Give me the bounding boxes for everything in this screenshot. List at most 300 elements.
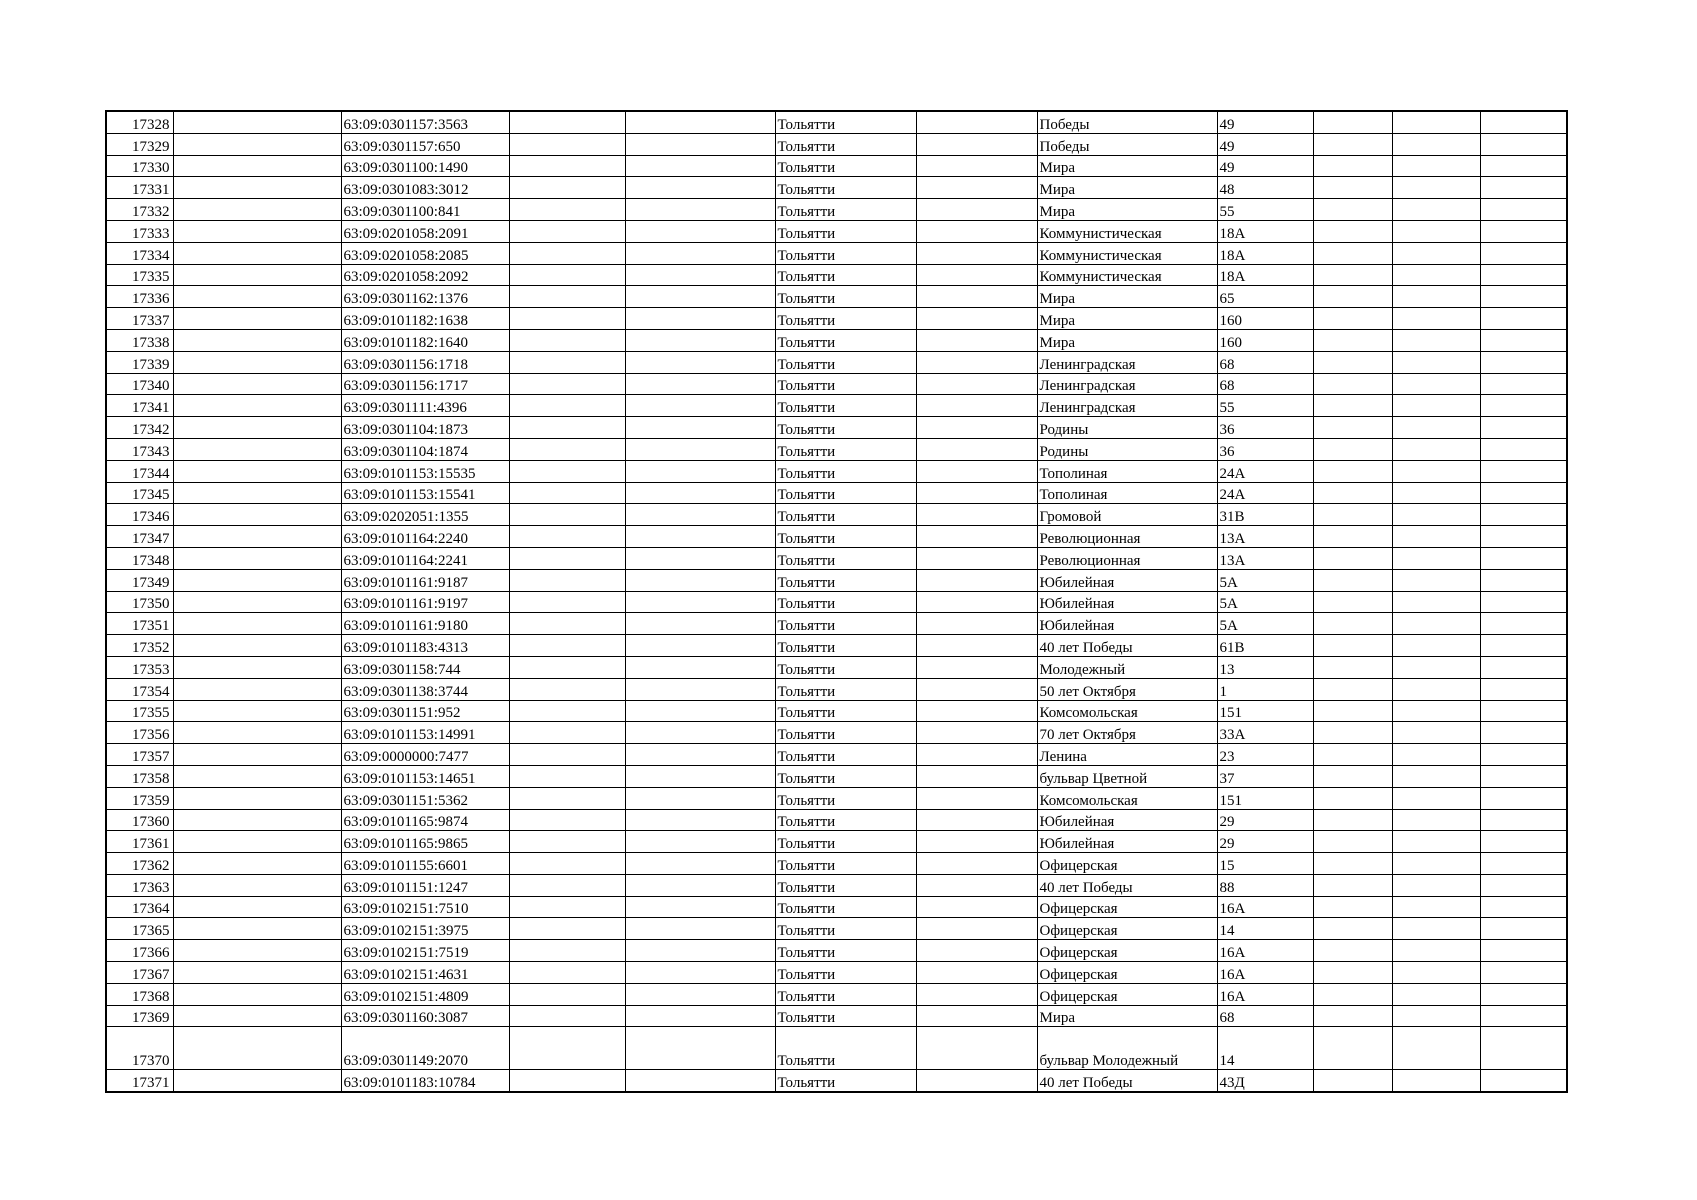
house-number-cell: 160 <box>1217 329 1313 351</box>
table-row <box>106 1027 1567 1070</box>
cadastral-number-cell: 63:09:0102151:4809 <box>341 983 509 1005</box>
empty-cell <box>1480 460 1567 482</box>
city-cell: Тольятти <box>775 177 916 199</box>
house-number-cell: 16А <box>1217 983 1313 1005</box>
empty-cell <box>625 133 775 155</box>
house-number-cell: 18А <box>1217 220 1313 242</box>
empty-cell <box>625 417 775 439</box>
table-row <box>106 111 1567 133</box>
house-number-cell: 88 <box>1217 874 1313 896</box>
empty-cell <box>1480 722 1567 744</box>
cadastral-number-cell: 63:09:0101182:1640 <box>341 329 509 351</box>
record-number-cell: 17362 <box>106 853 173 875</box>
empty-cell <box>625 896 775 918</box>
empty-cell <box>173 111 341 133</box>
house-number-cell: 55 <box>1217 395 1313 417</box>
table-row <box>106 722 1567 744</box>
empty-cell <box>916 438 1037 460</box>
empty-cell <box>1313 1070 1392 1092</box>
cadastral-number-cell: 63:09:0101182:1638 <box>341 308 509 330</box>
empty-cell <box>509 918 625 940</box>
empty-cell <box>1313 438 1392 460</box>
cadastral-number-cell: 63:09:0102151:7519 <box>341 940 509 962</box>
street-cell: Мира <box>1037 177 1217 199</box>
empty-cell <box>625 199 775 221</box>
cadastral-number-cell: 63:09:0201058:2091 <box>341 220 509 242</box>
empty-cell <box>1313 874 1392 896</box>
cadastral-number-cell: 63:09:0102151:7510 <box>341 896 509 918</box>
empty-cell <box>1313 831 1392 853</box>
empty-cell <box>173 504 341 526</box>
empty-cell <box>173 438 341 460</box>
empty-cell <box>625 351 775 373</box>
empty-cell <box>916 700 1037 722</box>
empty-cell <box>625 678 775 700</box>
cadastral-number-cell: 63:09:0102151:3975 <box>341 918 509 940</box>
record-number-cell: 17334 <box>106 242 173 264</box>
city-cell: Тольятти <box>775 504 916 526</box>
empty-cell <box>1480 853 1567 875</box>
house-number-cell: 16А <box>1217 940 1313 962</box>
empty-cell <box>1392 220 1480 242</box>
empty-cell <box>1480 744 1567 766</box>
empty-cell <box>916 765 1037 787</box>
empty-cell <box>1313 918 1392 940</box>
street-cell: Офицерская <box>1037 918 1217 940</box>
city-cell: Тольятти <box>775 351 916 373</box>
table-row <box>106 678 1567 700</box>
empty-cell <box>916 286 1037 308</box>
empty-cell <box>625 613 775 635</box>
empty-cell <box>1313 133 1392 155</box>
empty-cell <box>1480 940 1567 962</box>
record-number-cell: 17340 <box>106 373 173 395</box>
table-row <box>106 765 1567 787</box>
city-cell: Тольятти <box>775 809 916 831</box>
record-number-cell: 17351 <box>106 613 173 635</box>
empty-cell <box>1480 438 1567 460</box>
table-row <box>106 482 1567 504</box>
empty-cell <box>1313 809 1392 831</box>
house-number-cell: 49 <box>1217 155 1313 177</box>
empty-cell <box>509 700 625 722</box>
street-cell: 40 лет Победы <box>1037 874 1217 896</box>
empty-cell <box>625 635 775 657</box>
empty-cell <box>173 983 341 1005</box>
table-row <box>106 351 1567 373</box>
cadastral-number-cell: 63:09:0201058:2085 <box>341 242 509 264</box>
empty-cell <box>509 613 625 635</box>
empty-cell <box>509 656 625 678</box>
empty-cell <box>1480 678 1567 700</box>
record-number-cell: 17336 <box>106 286 173 308</box>
empty-cell <box>509 286 625 308</box>
empty-cell <box>1480 526 1567 548</box>
empty-cell <box>916 983 1037 1005</box>
empty-cell <box>509 199 625 221</box>
empty-cell <box>509 831 625 853</box>
empty-cell <box>1392 853 1480 875</box>
table-row <box>106 417 1567 439</box>
empty-cell <box>173 264 341 286</box>
empty-cell <box>1313 264 1392 286</box>
cadastral-number-cell: 63:09:0301151:952 <box>341 700 509 722</box>
empty-cell <box>916 656 1037 678</box>
city-cell: Тольятти <box>775 111 916 133</box>
empty-cell <box>1480 329 1567 351</box>
empty-cell <box>1392 438 1480 460</box>
empty-cell <box>1313 460 1392 482</box>
empty-cell <box>1392 1070 1480 1092</box>
empty-cell <box>173 591 341 613</box>
table-row <box>106 133 1567 155</box>
empty-cell <box>625 547 775 569</box>
empty-cell <box>509 438 625 460</box>
cadastral-number-cell: 63:09:0102151:4631 <box>341 962 509 984</box>
empty-cell <box>625 504 775 526</box>
empty-cell <box>625 700 775 722</box>
empty-cell <box>509 787 625 809</box>
empty-cell <box>1313 526 1392 548</box>
house-number-cell: 65 <box>1217 286 1313 308</box>
empty-cell <box>509 765 625 787</box>
street-cell: 40 лет Победы <box>1037 635 1217 657</box>
city-cell: Тольятти <box>775 591 916 613</box>
empty-cell <box>1313 1005 1392 1027</box>
empty-cell <box>625 656 775 678</box>
house-number-cell: 68 <box>1217 351 1313 373</box>
empty-cell <box>625 395 775 417</box>
empty-cell <box>916 831 1037 853</box>
empty-cell <box>916 635 1037 657</box>
empty-cell <box>625 765 775 787</box>
empty-cell <box>916 242 1037 264</box>
empty-cell <box>509 482 625 504</box>
house-number-cell: 43Д <box>1217 1070 1313 1092</box>
empty-cell <box>1313 242 1392 264</box>
record-number-cell: 17353 <box>106 656 173 678</box>
empty-cell <box>916 744 1037 766</box>
house-number-cell: 61В <box>1217 635 1313 657</box>
empty-cell <box>1392 111 1480 133</box>
street-cell: 50 лет Октября <box>1037 678 1217 700</box>
record-number-cell: 17343 <box>106 438 173 460</box>
empty-cell <box>1392 918 1480 940</box>
empty-cell <box>173 199 341 221</box>
empty-cell <box>1392 242 1480 264</box>
table-row <box>106 526 1567 548</box>
empty-cell <box>625 744 775 766</box>
empty-cell <box>916 962 1037 984</box>
empty-cell <box>625 809 775 831</box>
empty-cell <box>625 264 775 286</box>
empty-cell <box>1480 962 1567 984</box>
city-cell: Тольятти <box>775 700 916 722</box>
street-cell: Революционная <box>1037 526 1217 548</box>
empty-cell <box>625 438 775 460</box>
empty-cell <box>625 918 775 940</box>
empty-cell <box>509 460 625 482</box>
empty-cell <box>916 526 1037 548</box>
empty-cell <box>509 1027 625 1070</box>
empty-cell <box>173 700 341 722</box>
empty-cell <box>916 220 1037 242</box>
empty-cell <box>173 678 341 700</box>
empty-cell <box>625 177 775 199</box>
empty-cell <box>1313 569 1392 591</box>
empty-cell <box>916 547 1037 569</box>
empty-cell <box>173 613 341 635</box>
empty-cell <box>625 569 775 591</box>
table-row <box>106 853 1567 875</box>
city-cell: Тольятти <box>775 220 916 242</box>
empty-cell <box>1392 373 1480 395</box>
record-number-cell: 17356 <box>106 722 173 744</box>
table-body <box>106 111 1567 1092</box>
empty-cell <box>1313 504 1392 526</box>
table-row <box>106 329 1567 351</box>
empty-cell <box>509 983 625 1005</box>
empty-cell <box>1480 373 1567 395</box>
city-cell: Тольятти <box>775 940 916 962</box>
street-cell: Офицерская <box>1037 983 1217 1005</box>
cadastral-number-cell: 63:09:0301104:1874 <box>341 438 509 460</box>
empty-cell <box>1392 874 1480 896</box>
empty-cell <box>1392 787 1480 809</box>
empty-cell <box>509 722 625 744</box>
record-number-cell: 17348 <box>106 547 173 569</box>
record-number-cell: 17332 <box>106 199 173 221</box>
empty-cell <box>509 569 625 591</box>
cadastral-number-cell: 63:09:0301104:1873 <box>341 417 509 439</box>
empty-cell <box>1392 700 1480 722</box>
table-row <box>106 264 1567 286</box>
house-number-cell: 151 <box>1217 700 1313 722</box>
house-number-cell: 37 <box>1217 765 1313 787</box>
house-number-cell: 160 <box>1217 308 1313 330</box>
empty-cell <box>1392 983 1480 1005</box>
empty-cell <box>1392 155 1480 177</box>
empty-cell <box>1313 983 1392 1005</box>
house-number-cell: 23 <box>1217 744 1313 766</box>
empty-cell <box>173 1027 341 1070</box>
record-number-cell: 17335 <box>106 264 173 286</box>
empty-cell <box>173 308 341 330</box>
empty-cell <box>625 874 775 896</box>
empty-cell <box>509 373 625 395</box>
empty-cell <box>1480 133 1567 155</box>
empty-cell <box>509 155 625 177</box>
table-row <box>106 613 1567 635</box>
city-cell: Тольятти <box>775 787 916 809</box>
empty-cell <box>625 591 775 613</box>
record-number-cell: 17331 <box>106 177 173 199</box>
house-number-cell: 5А <box>1217 591 1313 613</box>
empty-cell <box>1392 1005 1480 1027</box>
empty-cell <box>173 962 341 984</box>
empty-cell <box>173 765 341 787</box>
street-cell: 70 лет Октября <box>1037 722 1217 744</box>
table-row <box>106 547 1567 569</box>
street-cell: Мира <box>1037 155 1217 177</box>
empty-cell <box>173 656 341 678</box>
street-cell: бульвар Молодежный <box>1037 1027 1217 1070</box>
empty-cell <box>1392 460 1480 482</box>
city-cell: Тольятти <box>775 918 916 940</box>
cadastral-number-cell: 63:09:0301158:744 <box>341 656 509 678</box>
table-row <box>106 635 1567 657</box>
record-number-cell: 17345 <box>106 482 173 504</box>
empty-cell <box>509 591 625 613</box>
empty-cell <box>509 526 625 548</box>
city-cell: Тольятти <box>775 395 916 417</box>
house-number-cell: 16А <box>1217 896 1313 918</box>
house-number-cell: 18А <box>1217 264 1313 286</box>
empty-cell <box>916 853 1037 875</box>
empty-cell <box>916 373 1037 395</box>
empty-cell <box>916 482 1037 504</box>
empty-cell <box>1313 744 1392 766</box>
city-cell: Тольятти <box>775 329 916 351</box>
empty-cell <box>1480 831 1567 853</box>
empty-cell <box>916 329 1037 351</box>
empty-cell <box>1480 569 1567 591</box>
street-cell: Победы <box>1037 111 1217 133</box>
street-cell: Ленина <box>1037 744 1217 766</box>
record-number-cell: 17346 <box>106 504 173 526</box>
empty-cell <box>1392 678 1480 700</box>
empty-cell <box>916 199 1037 221</box>
empty-cell <box>1480 482 1567 504</box>
empty-cell <box>1392 395 1480 417</box>
empty-cell <box>916 1070 1037 1092</box>
street-cell: Офицерская <box>1037 853 1217 875</box>
cadastral-number-cell: 63:09:0301156:1717 <box>341 373 509 395</box>
empty-cell <box>509 853 625 875</box>
empty-cell <box>1480 635 1567 657</box>
house-number-cell: 24А <box>1217 482 1313 504</box>
city-cell: Тольятти <box>775 765 916 787</box>
cadastral-number-cell: 63:09:0202051:1355 <box>341 504 509 526</box>
house-number-cell: 13А <box>1217 547 1313 569</box>
street-cell: Коммунистическая <box>1037 264 1217 286</box>
empty-cell <box>1313 220 1392 242</box>
record-number-cell: 17344 <box>106 460 173 482</box>
record-number-cell: 17341 <box>106 395 173 417</box>
empty-cell <box>1313 635 1392 657</box>
cadastral-number-cell: 63:09:0101165:9865 <box>341 831 509 853</box>
street-cell: Юбилейная <box>1037 831 1217 853</box>
empty-cell <box>1392 547 1480 569</box>
cadastral-number-cell: 63:09:0101153:14651 <box>341 765 509 787</box>
house-number-cell: 13А <box>1217 526 1313 548</box>
table-row <box>106 1070 1567 1092</box>
empty-cell <box>1313 656 1392 678</box>
record-number-cell: 17368 <box>106 983 173 1005</box>
empty-cell <box>1392 504 1480 526</box>
house-number-cell: 48 <box>1217 177 1313 199</box>
street-cell: 40 лет Победы <box>1037 1070 1217 1092</box>
empty-cell <box>1392 286 1480 308</box>
empty-cell <box>1313 111 1392 133</box>
empty-cell <box>625 482 775 504</box>
house-number-cell: 24А <box>1217 460 1313 482</box>
table-row <box>106 787 1567 809</box>
record-number-cell: 17364 <box>106 896 173 918</box>
empty-cell <box>625 155 775 177</box>
empty-cell <box>625 308 775 330</box>
empty-cell <box>509 351 625 373</box>
empty-cell <box>625 286 775 308</box>
record-number-cell: 17360 <box>106 809 173 831</box>
cadastral-number-cell: 63:09:0101183:10784 <box>341 1070 509 1092</box>
table-row <box>106 896 1567 918</box>
table-row <box>106 438 1567 460</box>
table-row <box>106 220 1567 242</box>
empty-cell <box>509 417 625 439</box>
empty-cell <box>1392 264 1480 286</box>
street-cell: Победы <box>1037 133 1217 155</box>
empty-cell <box>1313 962 1392 984</box>
city-cell: Тольятти <box>775 547 916 569</box>
empty-cell <box>1313 722 1392 744</box>
street-cell: Ленинградская <box>1037 395 1217 417</box>
empty-cell <box>1392 526 1480 548</box>
record-number-cell: 17354 <box>106 678 173 700</box>
house-number-cell: 49 <box>1217 111 1313 133</box>
empty-cell <box>625 831 775 853</box>
street-cell: Молодежный <box>1037 656 1217 678</box>
street-cell: Офицерская <box>1037 896 1217 918</box>
house-number-cell: 15 <box>1217 853 1313 875</box>
table-row <box>106 308 1567 330</box>
empty-cell <box>173 460 341 482</box>
house-number-cell: 5А <box>1217 569 1313 591</box>
empty-cell <box>1313 940 1392 962</box>
empty-cell <box>1392 896 1480 918</box>
city-cell: Тольятти <box>775 308 916 330</box>
empty-cell <box>1480 395 1567 417</box>
empty-cell <box>173 1005 341 1027</box>
house-number-cell: 55 <box>1217 199 1313 221</box>
street-cell: Мира <box>1037 199 1217 221</box>
empty-cell <box>1313 591 1392 613</box>
empty-cell <box>1313 613 1392 635</box>
city-cell: Тольятти <box>775 438 916 460</box>
empty-cell <box>1392 613 1480 635</box>
cadastral-number-cell: 63:09:0101161:9180 <box>341 613 509 635</box>
empty-cell <box>1313 417 1392 439</box>
empty-cell <box>916 1005 1037 1027</box>
table-row <box>106 591 1567 613</box>
table-row <box>106 1005 1567 1027</box>
street-cell: Коммунистическая <box>1037 242 1217 264</box>
empty-cell <box>509 896 625 918</box>
cadastral-number-cell: 63:09:0301138:3744 <box>341 678 509 700</box>
cadastral-number-cell: 63:09:0101153:15541 <box>341 482 509 504</box>
empty-cell <box>173 918 341 940</box>
city-cell: Тольятти <box>775 569 916 591</box>
city-cell: Тольятти <box>775 133 916 155</box>
empty-cell <box>173 395 341 417</box>
empty-cell <box>1313 547 1392 569</box>
city-cell: Тольятти <box>775 656 916 678</box>
city-cell: Тольятти <box>775 962 916 984</box>
empty-cell <box>625 526 775 548</box>
empty-cell <box>173 896 341 918</box>
empty-cell <box>916 504 1037 526</box>
empty-cell <box>1392 765 1480 787</box>
